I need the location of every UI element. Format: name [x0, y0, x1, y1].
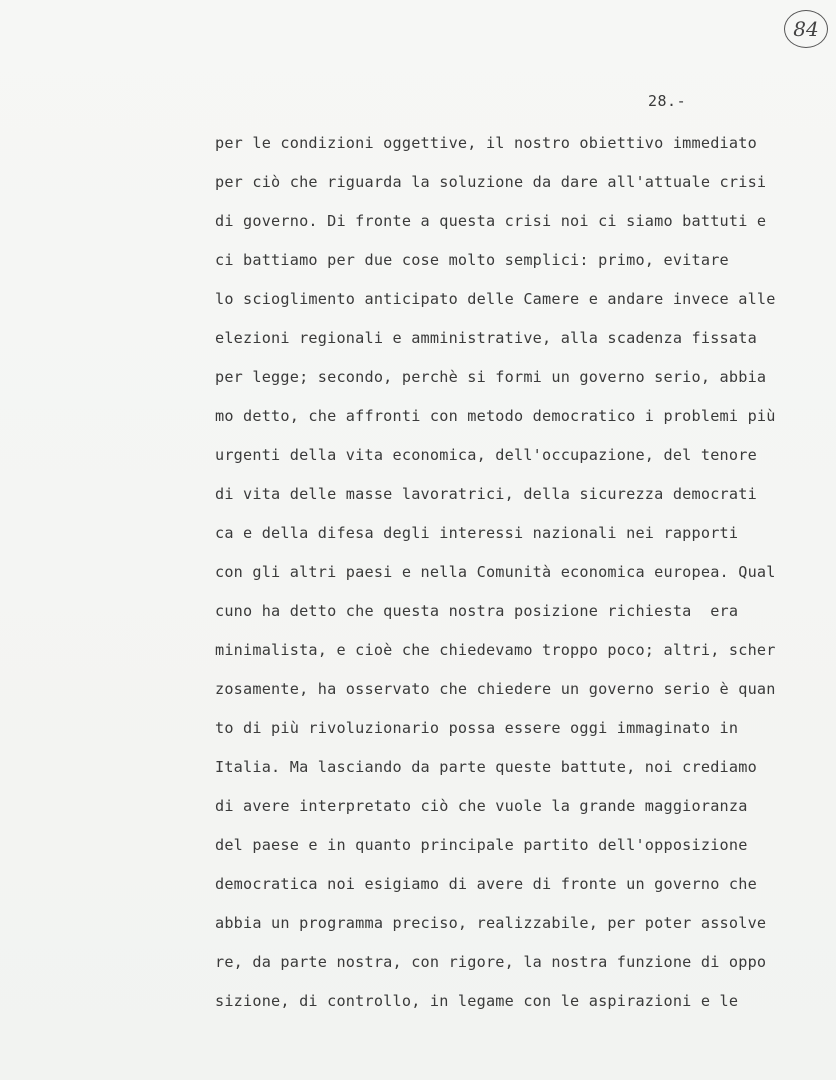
text-line: di avere interpretato ciò che vuole la grande maggioranza [215, 797, 748, 815]
body-text [215, 129, 815, 1026]
text-line: per le condizioni oggettive, il nostro obiettivo immediato [215, 134, 757, 152]
text-line: sizione, di controllo, in legame con le aspirazioni e le [215, 992, 739, 1010]
text-line: minimalista, e cioè che chiedevamo troppo poco; altri, scher [215, 641, 776, 659]
folio-circled-number: 84 [784, 10, 828, 48]
text-line: con gli altri paesi e nella Comunità economica europea. Qual [215, 563, 776, 581]
text-line: elezioni regionali e amministrative, alla scadenza fissata [215, 329, 757, 347]
text-line: per legge; secondo, perchè si formi un governo serio, abbia [215, 368, 767, 386]
text-line: abbia un programma preciso, realizzabile, per poter assolve [215, 914, 767, 932]
text-line: lo scioglimento anticipato delle Camere e andare invece alle [215, 290, 776, 308]
page-number: 28.- [648, 92, 687, 110]
text-line: urgenti della vita economica, dell'occupazione, del tenore [215, 446, 757, 464]
text-line: per ciò che riguarda la soluzione da dare all'attuale crisi [215, 173, 767, 191]
text-line: ca e della difesa degli interessi nazionali nei rapporti [215, 524, 739, 542]
text-line: cuno ha detto che questa nostra posizione richiesta era [215, 602, 739, 620]
text-line: di vita delle masse lavoratrici, della sicurezza democrati [215, 485, 757, 503]
text-line: ci battiamo per due cose molto semplici: primo, evitare [215, 251, 729, 269]
text-line: democratica noi esigiamo di avere di fronte un governo che [215, 875, 757, 893]
text-line: re, da parte nostra, con rigore, la nostra funzione di oppo [215, 953, 767, 971]
text-line: Italia. Ma lasciando da parte queste battute, noi crediamo [215, 758, 757, 776]
text-line: mo detto, che affronti con metodo democratico i problemi più [215, 407, 776, 425]
text-line: del paese e in quanto principale partito dell'opposizione [215, 836, 748, 854]
text-line: to di più rivoluzionario possa essere oggi immaginato in [215, 719, 739, 737]
text-line: zosamente, ha osservato che chiedere un governo serio è quan [215, 680, 776, 698]
text-line: di governo. Di fronte a questa crisi noi ci siamo battuti e [215, 212, 767, 230]
